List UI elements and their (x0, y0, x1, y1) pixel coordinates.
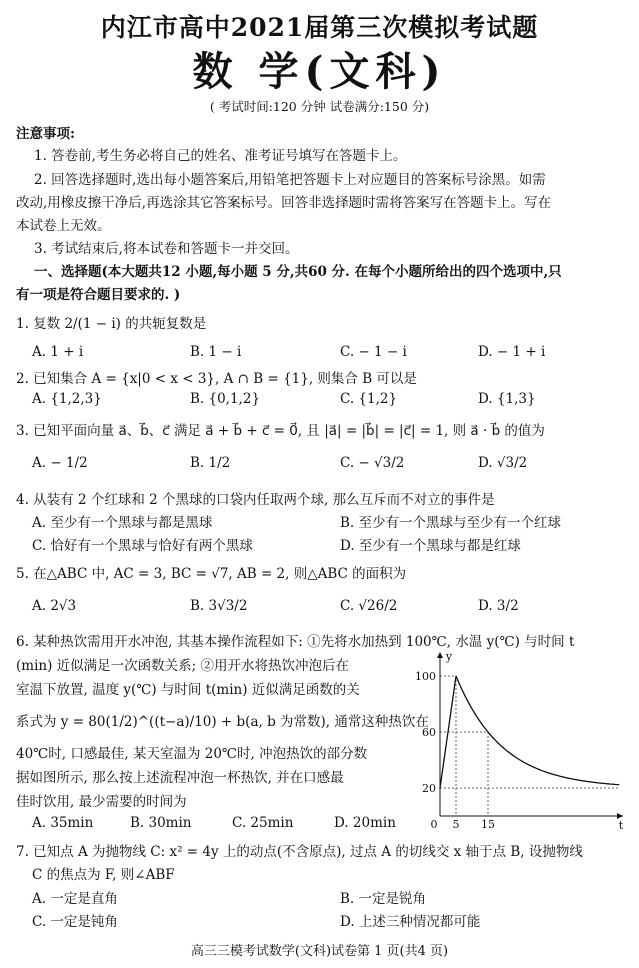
exam-info: ( 考试时间:120 分钟 试卷满分:150 分) (209, 99, 430, 114)
q1-option-b: B. 1 − i (190, 344, 242, 360)
q2-option-a: A. {1,2,3} (32, 391, 102, 407)
notice-heading: 注意事项: (16, 126, 75, 142)
q1-option-c: C. − 1 − i (340, 344, 407, 360)
question-7-line: 7. 已知点 A 为抛物线 C: x² = 4y 上的动点(不含原点), 过点 A 的切线交 x 轴于点 B, 设抛物线 (16, 844, 583, 860)
q7-option-a: A. 一定是直角 (32, 891, 118, 907)
q5-option-d: D. 3/2 (478, 598, 519, 614)
notice-item: 3. 考试结束后,将本试卷和答题卡一并交回。 (34, 241, 299, 257)
question-4-stem: 4. 从装有 2 个红球和 2 个黑球的口袋内任取两个球, 那么互斥而不对立的事件是 (16, 492, 495, 508)
q5-option-b: B. 3√3/2 (190, 598, 248, 614)
question-6-line: (min) 近似满足一次函数关系; ②用开水将热饮冲泡后在 (16, 658, 349, 674)
question-6-line: 室温下放置, 温度 y(℃) 与时间 t(min) 近似满足函数的关 (16, 682, 360, 698)
q4-option-a: A. 至少有一个黑球与都是黑球 (32, 515, 213, 531)
section-heading-cont: 有一项是符合题目要求的. ) (16, 287, 181, 303)
q2-option-c: C. {1,2} (340, 391, 398, 407)
notice-item: 本试卷上无效。 (16, 218, 111, 234)
y-tick-label: 20 (422, 782, 436, 795)
q3-option-a: A. − 1/2 (32, 455, 88, 471)
q4-option-c: C. 恰好有一个黑球与恰好有两个黑球 (32, 538, 253, 554)
q6-option-a: A. 35min (32, 815, 94, 831)
question-6-line: 系式为 y = 80(1/2)^((t−a)/10) + b(a, b 为常数), 通常这种热饮在 (16, 714, 429, 730)
q2-option-d: D. {1,3} (478, 391, 536, 407)
notice-item: 改动,用橡皮擦干净后,再选涂其它答案标号。回答非选择题时需将答案写在答题卡上。写在 (16, 195, 552, 211)
page-footer: 高三三模考试数学(文科)试卷第 1 页(共4 页) (190, 944, 449, 959)
q6-option-d: D. 20min (334, 815, 396, 831)
question-7-line: C 的焦点为 F, 则∠ABF (32, 867, 175, 883)
question-6-line: 6. 某种热饮需用开水冲泡, 其基本操作流程如下: ①先将水加热到 100℃, 水温 y(℃) 与时间 t (16, 634, 575, 650)
q3-option-b: B. 1/2 (190, 455, 231, 471)
q6-option-c: C. 25min (232, 815, 294, 831)
y-axis-arrow (437, 652, 443, 658)
x-tick-label: 15 (481, 818, 495, 831)
q4-option-d: D. 至少有一个黑球与都是红球 (340, 538, 521, 554)
q5-option-a: A. 2√3 (32, 598, 77, 614)
q3-option-c: C. − √3/2 (340, 455, 405, 471)
question-1-stem: 1. 复数 2/(1 − i) 的共轭复数是 (16, 316, 207, 332)
question-6-line: 据如图所示, 那么按上述流程冲泡一杯热饮, 并在口感最 (16, 770, 344, 786)
q1-option-a: A. 1 + i (32, 344, 84, 360)
y-tick-label: 100 (415, 670, 436, 683)
x-tick-label: 5 (452, 818, 460, 831)
exam-title: 内江市高中2021届第三次模拟考试题 (100, 13, 539, 42)
question-6-line: 佳时饮用, 最少需要的时间为 (16, 794, 187, 810)
y-tick-label: 60 (422, 726, 436, 739)
q7-option-c: C. 一定是钝角 (32, 914, 118, 930)
q4-option-b: B. 至少有一个黑球与至少有一个红球 (340, 515, 562, 531)
question-6-line: 40℃时, 口感最佳, 某天室温为 20℃时, 冲泡热饮的部分数 (16, 746, 368, 762)
graph-marks (415, 670, 619, 831)
origin-label: 0 (430, 818, 438, 831)
q2-option-b: B. {0,1,2} (190, 391, 261, 407)
cooling-curve (456, 676, 619, 785)
question-2-stem: 2. 已知集合 A = {x|0 < x < 3}, A ∩ B = {1}, 则集合 B 可以是 (16, 371, 417, 387)
notice-item: 1. 答卷前,考生务必将自己的姓名、准考证号填写在答题卡上。 (34, 148, 407, 164)
question-3-stem: 3. 已知平面向量 a⃗、b⃗、c⃗ 满足 a⃗ + b⃗ + c⃗ = 0⃗, 且 |a⃗| = |b⃗| = |c⃗| = 1, 则 a⃗ · b⃗ 的值为 (16, 423, 545, 439)
notice-item: 2. 回答选择题时,选出每小题答案后,用铅笔把答题卡上对应题目的答案标号涂黑。如需 (34, 172, 546, 188)
q3-option-d: D. √3/2 (478, 455, 528, 471)
temperature-time-graph (415, 648, 628, 832)
subject-title: 数 学(文科) (192, 48, 447, 95)
section-heading: 一、选择题(本大题共12 小题,每小题 5 分,共60 分. 在每个小题所给出的四个选项中,只 (34, 264, 562, 280)
y-axis-label: y (445, 650, 453, 663)
q5-option-c: C. √26/2 (340, 598, 398, 614)
question-5-stem: 5. 在△ABC 中, AC = 3, BC = √7, AB = 2, 则△ABC 的面积为 (16, 566, 407, 582)
q7-option-d: D. 上述三种情况都可能 (340, 914, 481, 930)
x-axis-label: t (618, 819, 624, 832)
q6-option-b: B. 30min (130, 815, 192, 831)
graph-axes (431, 650, 624, 832)
q1-option-d: D. − 1 + i (478, 344, 546, 360)
q7-option-b: B. 一定是锐角 (340, 891, 427, 907)
